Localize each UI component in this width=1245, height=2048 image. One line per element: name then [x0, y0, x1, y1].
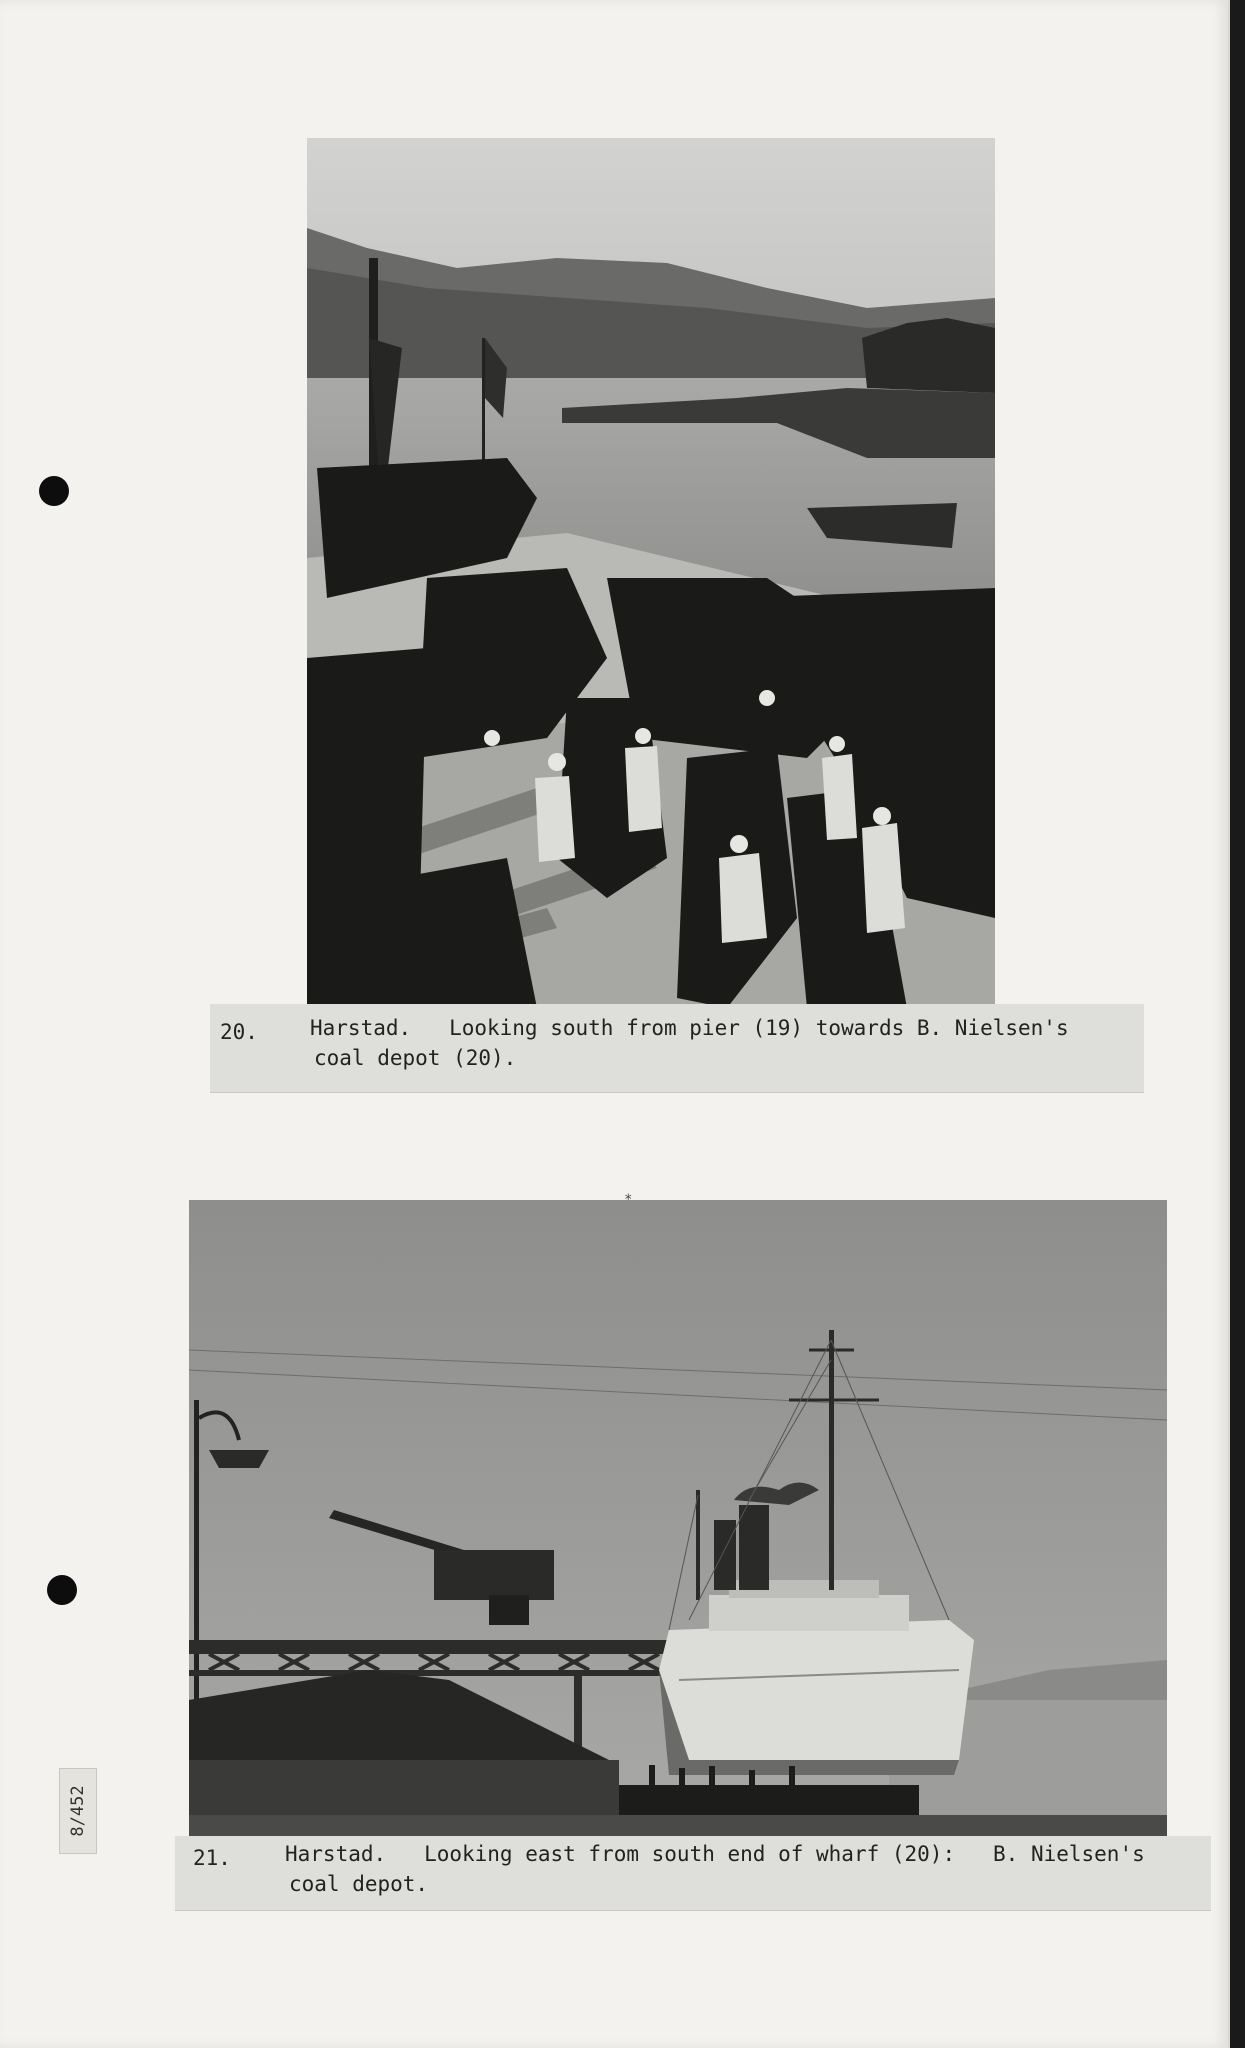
reference-label-text: 8/452 — [68, 1785, 88, 1837]
caption-line-1: Harstad. Looking east from south end of wharf (20): B. Nielsen's — [285, 1842, 1145, 1866]
punch-hole-top — [39, 476, 69, 506]
ship-coal-depot-illustration — [189, 1200, 1167, 1848]
harbor-crowd-illustration — [307, 138, 995, 1008]
caption-line-2: coal depot (20). — [314, 1046, 517, 1070]
caption-photo-20 — [210, 1004, 1144, 1092]
caption-number: 21. — [193, 1846, 231, 1870]
caption-line-1: Harstad. Looking south from pier (19) towards B. Nielsen's — [310, 1016, 1069, 1040]
caption-number: 20. — [220, 1020, 258, 1044]
photo-harbor-crowd — [307, 138, 995, 1008]
reference-label — [59, 1768, 97, 1854]
photo-ship-coal-depot — [189, 1200, 1167, 1848]
caption-line-2: coal depot. — [289, 1872, 429, 1896]
punch-hole-bottom — [47, 1575, 77, 1605]
caption-photo-21 — [175, 1836, 1211, 1910]
